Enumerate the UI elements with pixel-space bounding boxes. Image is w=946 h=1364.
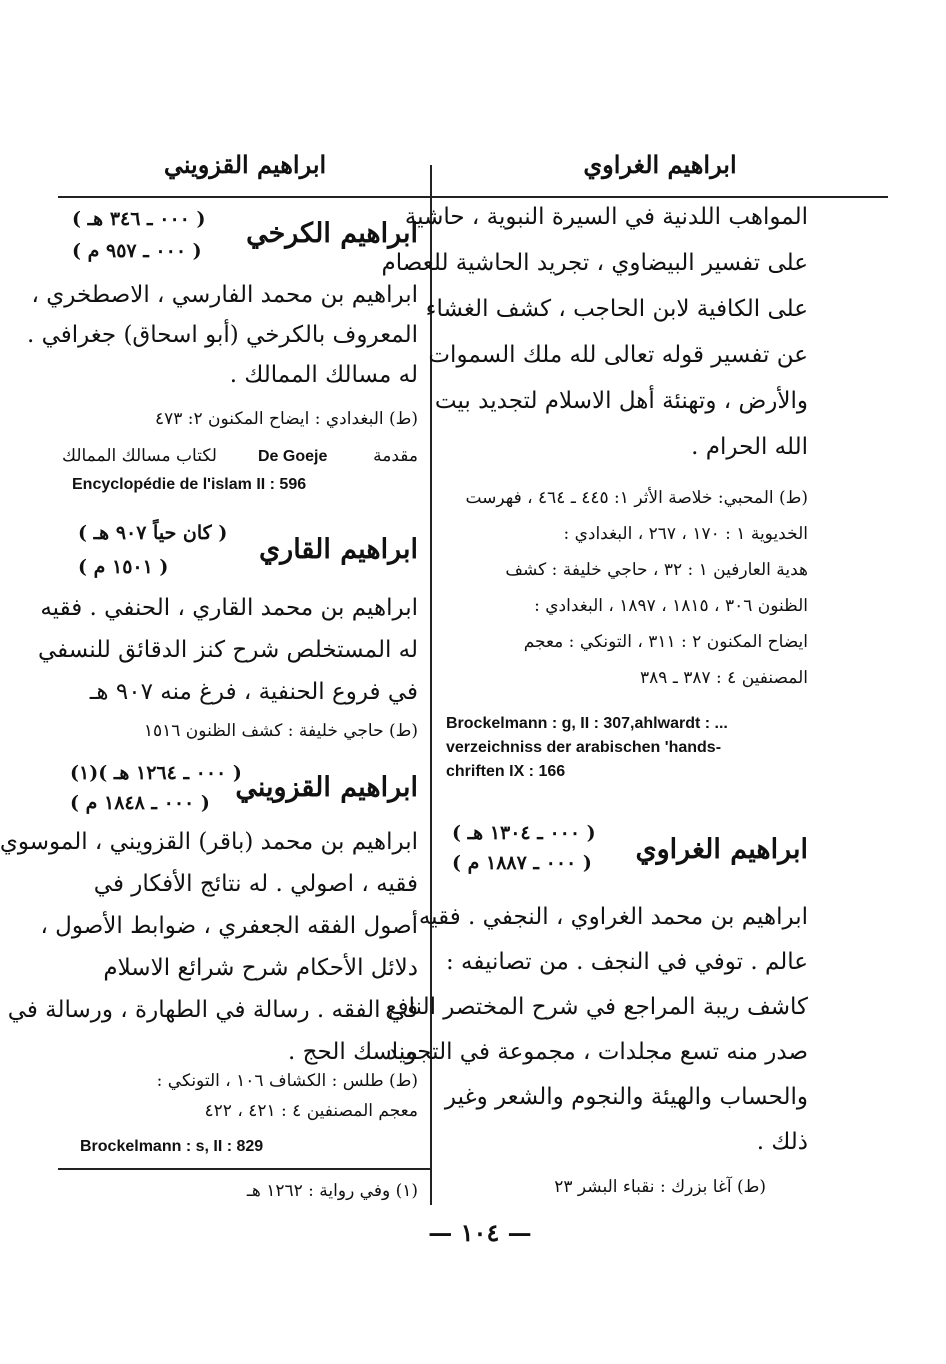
text-line: المعروف بالكرخي (أبو اسحاق) جغرافي . bbox=[26, 322, 418, 348]
text-line: الخديوية ١ : ١٧٠ ، ٢٦٧ ، البغدادي : bbox=[563, 524, 808, 544]
text-line: في الفقه . رسالة في الطهارة ، ورسالة في bbox=[7, 997, 418, 1023]
entry-qazwini-latin: Brockelmann : s, II : 829 bbox=[80, 1138, 264, 1155]
mixed-ar-left: لكتاب مسالك الممالك bbox=[62, 446, 217, 466]
text-line: هدية العارفين ١ : ٣٢ ، حاجي خليفة : كشف bbox=[505, 560, 808, 580]
right-latin-refs bbox=[446, 715, 808, 787]
header-rule bbox=[58, 196, 888, 198]
text-line: الله الحرام . bbox=[691, 434, 808, 460]
text-line: دلائل الأحكام شرح شرائع الاسلام bbox=[103, 955, 418, 981]
text-line: المصنفين ٤ : ٣٨٧ ـ ٣٨٩ bbox=[640, 668, 808, 688]
entry-date-hijri: ( كان حياً ٩٠٧ هـ ) bbox=[78, 522, 228, 544]
entry-date-gregorian: ( ٠٠٠ ـ ٩٥٧ م ) bbox=[72, 240, 202, 262]
text-line: عالم . توفي في النجف . من تصانيفه : bbox=[445, 949, 808, 975]
text-line: في فروع الحنفية ، فرغ منه ٩٠٧ هـ bbox=[89, 679, 418, 705]
right-column-title: ابراهيم الغراوي bbox=[583, 150, 737, 179]
mixed-latin: De Goeje bbox=[258, 448, 328, 465]
entry-karkhi-mixed-ref bbox=[62, 446, 418, 470]
entry-qazwini bbox=[62, 762, 424, 832]
latin-line: Brockelmann : g, II : 307,ahlwardt : ... bbox=[446, 715, 728, 732]
entry-date-hijri: ( ٠٠٠ ـ ٣٤٦ هـ ) bbox=[72, 208, 206, 230]
text-line: له المستخلص شرح كنز الدقائق للنسفي bbox=[37, 637, 418, 663]
text-line: له مسالك الممالك . bbox=[229, 362, 418, 388]
page-number: — ١٠٤ — bbox=[428, 1218, 532, 1247]
text-line: ابراهيم بن محمد القاري ، الحنفي . فقيه bbox=[40, 595, 418, 621]
entry-date-hijri: ( ٠٠٠ ـ ١٣٠٤ هـ ) bbox=[452, 822, 596, 844]
entry-date-gregorian: ( ٠٠٠ ـ ١٨٨٧ م ) bbox=[452, 852, 592, 874]
entry-name: ابراهيم القاري bbox=[259, 534, 418, 565]
text-line: فقيه ، اصولي . له نتائج الأفكار في bbox=[93, 871, 418, 897]
entry-date-hijri: ( ٠٠٠ ـ ١٢٦٤ هـ )(١) bbox=[70, 762, 242, 784]
text-line: عن تفسير قوله تعالى لله ملك السموات bbox=[428, 342, 808, 368]
entry-gharrawi bbox=[446, 822, 808, 892]
entry-name: ابراهيم الكرخي bbox=[246, 218, 418, 249]
entry-name: ابراهيم القزويني bbox=[235, 772, 418, 803]
entry-karkhi-latin: Encyclopédie de l'islam II : 596 bbox=[72, 476, 307, 493]
text-line: ابراهيم بن محمد (باقر) القزويني ، الموسوي bbox=[0, 829, 418, 855]
entry-qazwini-refs bbox=[62, 1072, 418, 1132]
entry-qari-ref: (ط) حاجي خليفة : كشف الظنون ١٥١٦ bbox=[143, 721, 418, 741]
text-line: أصول الفقه الجعفري ، ضوابط الأصول ، bbox=[40, 913, 418, 939]
footnote-rule bbox=[58, 1168, 430, 1170]
entry-karkhi-ref: (ط) البغدادي : ايضاح المكنون ٢: ٤٧٣ bbox=[154, 409, 418, 429]
text-line: ابراهيم بن محمد الفارسي ، الاصطخري ، bbox=[31, 282, 418, 308]
entry-karkhi-body bbox=[26, 282, 418, 403]
text-line: صدر منه تسع مجلدات ، مجموعة في التجويد bbox=[386, 1039, 808, 1065]
text-line: ايضاح المكنون ٢ : ٣١١ ، التونكي : معجم bbox=[523, 632, 808, 652]
text-line: معجم المصنفين ٤ : ٤٢١ ، ٤٢٢ bbox=[204, 1101, 418, 1121]
entry-gharrawi-body bbox=[385, 904, 808, 1175]
entry-qazwini-body bbox=[0, 829, 418, 1082]
left-column-title: ابراهيم القزويني bbox=[163, 150, 327, 179]
text-line: ذلك . bbox=[756, 1129, 808, 1155]
entry-name: ابراهيم الغراوي bbox=[635, 834, 808, 865]
text-line: على تفسير البيضاوي ، تجريد الحاشية للعصام bbox=[381, 250, 808, 276]
text-line: ابراهيم بن محمد الغراوي ، النجفي . فقيه bbox=[418, 904, 808, 930]
entry-date-gregorian: ( ٠٠٠ ـ ١٨٤٨ م ) bbox=[70, 792, 210, 814]
text-line: والأرض ، وتهنئة أهل الاسلام لتجديد بيت bbox=[434, 388, 808, 414]
entry-date-gregorian: ( ١٥٠١ م ) bbox=[78, 556, 169, 578]
footnote: (١) وفي رواية : ١٢٦٢ هـ bbox=[246, 1181, 418, 1201]
text-line: على الكافية لابن الحاجب ، كشف الغشاء bbox=[425, 296, 808, 322]
mixed-ar-right: مقدمة bbox=[373, 446, 418, 466]
text-line: (ط) المحبي: خلاصة الأثر ١: ٤٤٥ ـ ٤٦٤ ، فهرست bbox=[465, 488, 808, 508]
text-line: كاشف ريبة المراجع في شرح المختصر النافع bbox=[385, 994, 808, 1020]
entry-qari bbox=[62, 522, 424, 592]
text-line: (ط) طلس : الكشاف ١٠٦ ، التونكي : bbox=[156, 1071, 418, 1091]
text-line: الظنون ٣٠٦ ، ١٨١٥ ، ١٨٩٧ ، البغدادي : bbox=[534, 596, 808, 616]
right-references bbox=[446, 489, 808, 705]
latin-line: chriften IX : 166 bbox=[446, 763, 566, 780]
latin-line: verzeichniss der arabischen 'hands- bbox=[446, 739, 722, 756]
text-line: مناسك الحج . bbox=[288, 1039, 418, 1065]
entry-karkhi bbox=[62, 208, 424, 278]
text-line: المواهب اللدنية في السيرة النبوية ، حاشية bbox=[404, 204, 808, 230]
entry-qari-body bbox=[37, 595, 418, 722]
text-line: والحساب والهيئة والنجوم والشعر وغير bbox=[444, 1084, 808, 1110]
entry-gharrawi-ref: (ط) آغا بزرك : نقباء البشر ٢٣ bbox=[554, 1177, 766, 1197]
